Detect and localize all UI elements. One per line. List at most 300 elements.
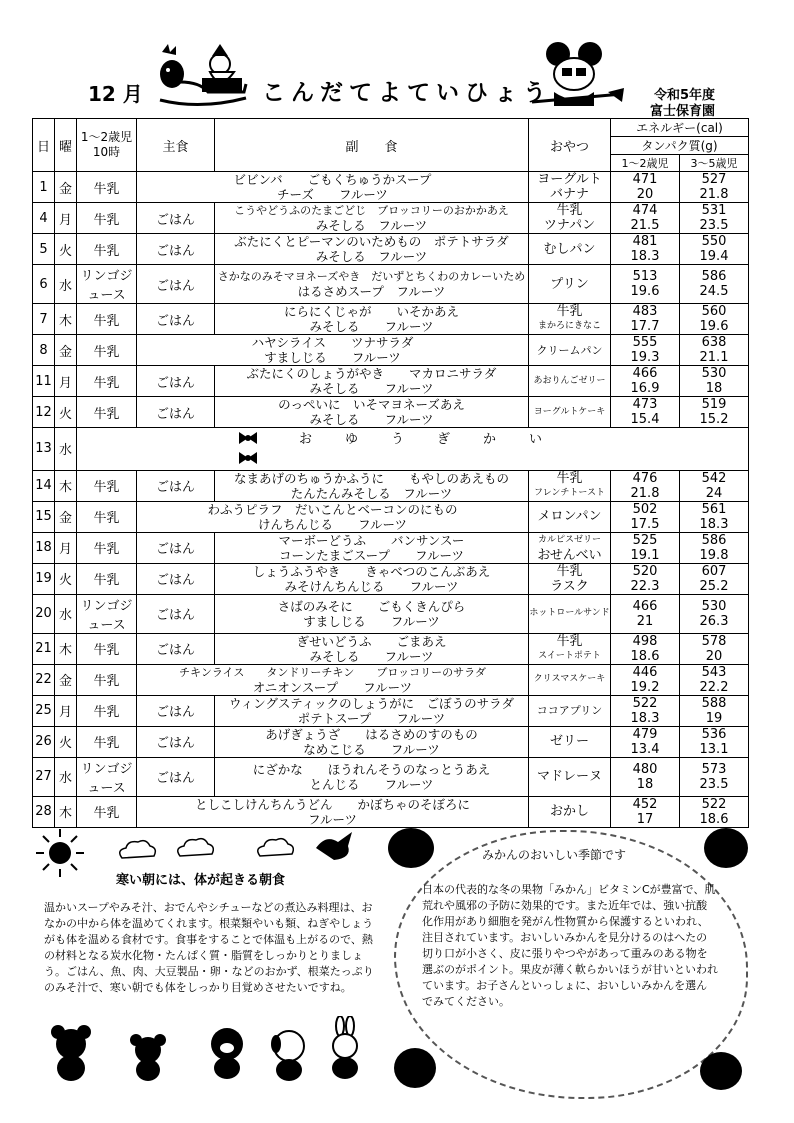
menu-row xyxy=(33,532,749,563)
staple-cell: ごはん xyxy=(137,366,215,397)
energy-value: 474 xyxy=(632,203,658,218)
weekday-cell: 月 xyxy=(55,695,77,726)
oyatsu-line: むしパン xyxy=(543,241,596,257)
nutrition-age12-cell xyxy=(611,234,680,265)
weekday-cell: 木 xyxy=(55,470,77,501)
sides-cell xyxy=(215,695,529,726)
breakfast-note-title: 寒い朝には、体が起きる朝食 xyxy=(116,873,286,888)
sides-cell xyxy=(215,397,529,428)
staple-cell: ごはん xyxy=(137,757,215,796)
oyatsu-line: 牛乳 xyxy=(556,470,583,486)
cloud-illustration xyxy=(172,836,218,862)
oyatsu-line: ヨーグルト xyxy=(537,172,602,187)
oyatsu-line: メロンパン xyxy=(537,509,602,524)
oyatsu-line: クリームパン xyxy=(536,343,603,357)
oyatsu-line: おせんべい xyxy=(537,547,602,563)
day-cell: 27 xyxy=(33,757,55,796)
oyatsu-cell xyxy=(529,633,611,664)
oyatsu-cell xyxy=(529,563,611,594)
side-dish-line: としこしけんちんうどん かぼちゃのそぼろに xyxy=(194,796,470,812)
nutrition-age12-cell xyxy=(611,265,680,304)
menu-row xyxy=(33,234,749,265)
side-dish-line: ポテトスープ フルーツ xyxy=(297,710,446,726)
energy-value: 607 xyxy=(701,563,727,579)
oyatsu-cell xyxy=(529,501,611,532)
nutrition-age12-cell xyxy=(611,757,680,796)
oyatsu-line: 牛乳 xyxy=(556,563,583,579)
menu-row xyxy=(33,265,749,304)
nutrition-age35-cell xyxy=(680,633,749,664)
day-cell: 18 xyxy=(33,532,55,563)
snack10-cell: リンゴジュース xyxy=(77,594,137,633)
festival-label: お ゆ う ぎ か い xyxy=(299,432,553,447)
energy-value: 483 xyxy=(632,304,658,319)
oyatsu-cell xyxy=(529,726,611,757)
energy-value: 578 xyxy=(701,633,727,649)
staple-cell: ごはん xyxy=(137,265,215,304)
oyatsu-line: おかし xyxy=(549,804,589,819)
side-dish-line: ぶたにくのしょうがやき マカロニサラダ xyxy=(246,366,497,381)
menu-row xyxy=(33,428,749,471)
energy-value: 588 xyxy=(701,695,727,711)
oyatsu-cell xyxy=(529,234,611,265)
sides-cell xyxy=(215,532,529,563)
nutrition-age35-cell xyxy=(680,726,749,757)
side-dish-line: みそしる フルーツ xyxy=(309,319,434,334)
nutrition-age35-cell xyxy=(680,664,749,695)
oyatsu-cell xyxy=(529,366,611,397)
protein-value: 23.5 xyxy=(699,218,729,233)
energy-value: 560 xyxy=(701,304,727,319)
nutrition-age12-cell xyxy=(611,501,680,532)
energy-value: 531 xyxy=(701,203,727,218)
sides-cell xyxy=(137,335,529,366)
day-cell: 4 xyxy=(33,203,55,234)
protein-value: 19.2 xyxy=(630,679,660,695)
protein-value: 23.5 xyxy=(699,776,729,792)
day-cell: 15 xyxy=(33,501,55,532)
bear-illustration xyxy=(46,1022,96,1082)
staple-cell: ごはん xyxy=(137,203,215,234)
energy-value: 473 xyxy=(632,397,658,412)
oyatsu-line: スイートポテト xyxy=(538,650,601,661)
oyatsu-line: 牛乳 xyxy=(556,203,583,218)
side-dish-line: なまあげのちゅうかふうに もやしのあえもの xyxy=(233,470,509,486)
protein-value: 20 xyxy=(705,648,723,664)
menu-row xyxy=(33,335,749,366)
protein-value: 19.3 xyxy=(630,350,660,365)
protein-value: 21 xyxy=(636,613,654,629)
protein-value: 18 xyxy=(636,776,654,792)
protein-value: 18.3 xyxy=(699,516,729,532)
nutrition-age35-cell xyxy=(680,335,749,366)
day-cell: 7 xyxy=(33,304,55,335)
side-dish-line: にざかな ほうれんそうのなっとうあえ xyxy=(252,761,491,777)
energy-value: 480 xyxy=(632,761,658,777)
sides-cell xyxy=(215,633,529,664)
nutrition-age35-cell xyxy=(680,796,749,827)
side-dish-line: フルーツ xyxy=(307,811,357,827)
oyatsu-line: マドレーヌ xyxy=(536,769,602,784)
energy-value: 513 xyxy=(632,269,658,284)
col-staple: 主食 xyxy=(137,119,215,172)
oyatsu-cell xyxy=(529,203,611,234)
energy-value: 530 xyxy=(701,598,727,614)
col-protein: タンパク質(g) xyxy=(611,137,749,155)
side-dish-line: みそしる フルーツ xyxy=(309,381,434,396)
sides-cell xyxy=(215,304,529,335)
protein-value: 19.4 xyxy=(699,249,729,264)
oyatsu-cell xyxy=(529,796,611,827)
ribbon-icon xyxy=(237,450,259,470)
energy-value: 573 xyxy=(701,761,727,777)
weekday-cell: 水 xyxy=(55,265,77,304)
nutrition-age35-cell xyxy=(680,397,749,428)
oyatsu-cell xyxy=(529,265,611,304)
side-dish-line: コーンたまごスープ フルーツ xyxy=(278,547,464,563)
protein-value: 19.1 xyxy=(630,547,660,563)
nutrition-age35-cell xyxy=(680,695,749,726)
protein-value: 18.3 xyxy=(630,710,660,726)
side-dish-line: とんじる フルーツ xyxy=(309,776,434,792)
protein-value: 19.6 xyxy=(630,284,660,299)
staple-cell: ごはん xyxy=(137,633,215,664)
protein-value: 18.3 xyxy=(630,249,660,264)
oyatsu-line: 牛乳 xyxy=(556,633,583,649)
side-dish-line: みそしる フルーツ xyxy=(315,218,428,233)
energy-value: 638 xyxy=(701,335,727,350)
nutrition-age12-cell xyxy=(611,304,680,335)
sides-cell xyxy=(215,366,529,397)
menu-row xyxy=(33,563,749,594)
energy-value: 555 xyxy=(632,335,658,350)
side-dish-line: オニオンスープ フルーツ xyxy=(252,679,413,695)
protein-value: 15.2 xyxy=(699,412,729,427)
nutrition-age35-cell xyxy=(680,594,749,633)
mikan-note-body: 日本の代表的な冬の果物「みかん」ビタミンCが豊富で、肌荒れや風邪の予防に効果的です。また近年では、強い抗酸化作用があり細胞を発がん性物質から保護するといわれ、注目されています。おいしいみかんを見分けるのはへたの切り口が小さく、皮に張りやつやがあって重みのある物を選ぶのがポイント。果皮が薄く軟らかいほうが甘いといわれています。お子さんといっしょに、おいしいみかんを選んでみてください。 xyxy=(422,883,719,1008)
snack10-cell: 牛乳 xyxy=(77,366,137,397)
energy-value: 479 xyxy=(632,726,658,742)
side-dish-line: ウィングスティックのしょうがに ごぼうのサラダ xyxy=(228,695,514,711)
col-day: 日 xyxy=(33,119,55,172)
nutrition-age35-cell xyxy=(680,203,749,234)
snack10-cell: 牛乳 xyxy=(77,335,137,366)
energy-value: 586 xyxy=(701,269,727,284)
nutrition-age12-cell xyxy=(611,695,680,726)
side-dish-line: すましじる フルーツ xyxy=(264,350,401,365)
oyatsu-line: まかろにきなこ xyxy=(537,321,601,331)
energy-value: 498 xyxy=(632,633,658,649)
side-dish-line: たんたんみそしる フルーツ xyxy=(290,485,453,501)
sides-cell xyxy=(215,234,529,265)
oyatsu-line: フレンチトースト xyxy=(534,487,605,498)
col-energy: エネルギー(cal) xyxy=(611,119,749,137)
side-dish-line: みそしる フルーツ xyxy=(309,412,434,427)
energy-value: 522 xyxy=(701,796,727,812)
decor-blob xyxy=(700,1052,742,1090)
sides-cell xyxy=(215,265,529,304)
menu-row xyxy=(33,172,749,203)
snack10-cell: 牛乳 xyxy=(77,726,137,757)
side-dish-line: すましじる フルーツ xyxy=(303,613,440,629)
weekday-cell: 月 xyxy=(55,203,77,234)
weekday-cell: 水 xyxy=(55,428,77,471)
energy-value: 466 xyxy=(632,366,658,381)
oyatsu-cell xyxy=(529,397,611,428)
energy-value: 561 xyxy=(701,501,727,517)
weekday-cell: 金 xyxy=(55,501,77,532)
protein-value: 17.5 xyxy=(630,516,660,532)
oyatsu-cell xyxy=(529,695,611,726)
sides-cell xyxy=(215,757,529,796)
ribbon-icon xyxy=(237,430,259,450)
snack10-cell: 牛乳 xyxy=(77,501,137,532)
menu-row xyxy=(33,594,749,633)
nutrition-age35-cell xyxy=(680,501,749,532)
side-dish-line: チーズ フルーツ xyxy=(277,187,388,202)
menu-row xyxy=(33,726,749,757)
weekday-cell: 水 xyxy=(55,594,77,633)
staple-cell: ごはん xyxy=(137,594,215,633)
snack10-cell: 牛乳 xyxy=(77,470,137,501)
side-dish-line: にらにくじゃが いそかあえ xyxy=(283,304,459,319)
nutrition-age12-cell xyxy=(611,532,680,563)
energy-value: 446 xyxy=(632,664,658,680)
side-dish-line: さかなのみそマヨネーズやき だいずとちくわのカレーいため xyxy=(217,270,526,283)
weekday-cell: 火 xyxy=(55,397,77,428)
staple-cell: ごはん xyxy=(137,234,215,265)
sides-cell xyxy=(215,726,529,757)
nutrition-age35-cell xyxy=(680,563,749,594)
day-cell: 6 xyxy=(33,265,55,304)
snack10-cell: 牛乳 xyxy=(77,563,137,594)
weekday-cell: 火 xyxy=(55,234,77,265)
protein-value: 18.6 xyxy=(630,648,660,664)
day-cell: 21 xyxy=(33,633,55,664)
snack10-cell: 牛乳 xyxy=(77,532,137,563)
cloud-illustration xyxy=(114,838,160,864)
snack10-cell: 牛乳 xyxy=(77,234,137,265)
side-dish-line: なめこじる フルーツ xyxy=(303,741,440,757)
side-dish-line: みそけんちんじる フルーツ xyxy=(284,578,459,594)
weekday-cell: 木 xyxy=(55,633,77,664)
oyatsu-cell xyxy=(529,532,611,563)
energy-value: 586 xyxy=(701,532,727,548)
protein-value: 26.3 xyxy=(699,613,729,629)
staple-cell: ごはん xyxy=(137,726,215,757)
side-dish-line: さばのみそに ごもくきんぴら xyxy=(277,598,466,614)
staple-cell: ごはん xyxy=(137,470,215,501)
staple-cell: ごはん xyxy=(137,304,215,335)
sides-cell xyxy=(215,563,529,594)
oyatsu-line: カルピスゼリー xyxy=(537,534,601,545)
menu-body xyxy=(33,172,749,828)
bear-illustration xyxy=(126,1032,170,1082)
protein-value: 21.8 xyxy=(699,187,729,202)
oyatsu-line: バナナ xyxy=(549,187,589,202)
oyatsu-line: ヨーグルトケーキ xyxy=(533,406,606,417)
oyatsu-cell xyxy=(529,335,611,366)
protein-value: 19.6 xyxy=(699,319,729,334)
oyatsu-cell xyxy=(529,594,611,633)
weekday-cell: 木 xyxy=(55,796,77,827)
day-cell: 20 xyxy=(33,594,55,633)
energy-value: 536 xyxy=(701,726,727,742)
nutrition-age12-cell xyxy=(611,366,680,397)
snack10-cell: 牛乳 xyxy=(77,796,137,827)
staple-cell: ごはん xyxy=(137,532,215,563)
weekday-cell: 火 xyxy=(55,726,77,757)
nutrition-age12-cell xyxy=(611,172,680,203)
protein-value: 13.1 xyxy=(699,741,729,757)
energy-value: 520 xyxy=(632,563,658,579)
side-dish-line: けんちんじる フルーツ xyxy=(257,516,407,532)
sides-cell xyxy=(137,172,529,203)
santa-sleigh-illustration xyxy=(150,42,250,110)
day-cell: 22 xyxy=(33,664,55,695)
oyatsu-line: ゼリー xyxy=(549,734,589,749)
oyatsu-line: ホットロールサンド xyxy=(529,608,610,618)
dog-illustration xyxy=(266,1026,312,1082)
protein-value: 17.7 xyxy=(630,319,660,334)
weekday-cell: 水 xyxy=(55,757,77,796)
day-cell: 14 xyxy=(33,470,55,501)
side-dish-line: みそしる フルーツ xyxy=(309,648,434,664)
protein-value: 22.3 xyxy=(630,578,660,594)
oyatsu-line: クリスマスケーキ xyxy=(533,674,606,684)
mikan-note-title: みかんのおいしい季節です xyxy=(482,848,627,862)
protein-value: 21.1 xyxy=(699,350,729,365)
snack10-cell: リンゴジュース xyxy=(77,757,137,796)
day-cell: 5 xyxy=(33,234,55,265)
menu-row xyxy=(33,501,749,532)
nutrition-age35-cell xyxy=(680,366,749,397)
rabbit-illustration xyxy=(322,1016,368,1080)
col-weekday: 曜 xyxy=(55,119,77,172)
side-dish-line: わふうピラフ だいこんとベーコンのにもの xyxy=(207,501,458,517)
col-age12: 1～2歳児 xyxy=(611,155,680,172)
side-dish-line: しょうふうやき きゃべつのこんぶあえ xyxy=(252,563,491,579)
oyatsu-line: ココアプリン xyxy=(536,704,603,717)
protein-value: 15.4 xyxy=(630,412,660,427)
weekday-cell: 火 xyxy=(55,563,77,594)
menu-row xyxy=(33,203,749,234)
oyatsu-line: ツナパン xyxy=(543,218,596,233)
oyatsu-cell xyxy=(529,304,611,335)
col-age35: 3～5歳児 xyxy=(680,155,749,172)
side-dish-line: ぶたにくとピーマンのいためもの ポテトサラダ xyxy=(234,234,509,249)
energy-value: 476 xyxy=(632,470,658,486)
protein-value: 13.4 xyxy=(630,741,660,757)
decor-blob xyxy=(704,828,748,868)
breakfast-note-body: 温かいスープやみそ汁、おでんやシチューなどの煮込み料理は、おなかの中から体を温めてくれます。根菜類やいも類、ねぎやしょうがも体を温める食材です。食事をすることで体温も上がるので、熱の材料となる炭水化物・たんぱく質・脂質をしっかりとりましょう。ごはん、魚、肉、大豆製品・卵・などのおかず、根菜たっぷりのみそ汁で、寒い朝でも体をしっかり目覚めさせたいですね。 xyxy=(44,901,374,994)
nutrition-age12-cell xyxy=(611,563,680,594)
energy-value: 452 xyxy=(632,796,658,812)
energy-value: 519 xyxy=(701,397,727,412)
weekday-cell: 金 xyxy=(55,664,77,695)
snack10-cell: 牛乳 xyxy=(77,695,137,726)
protein-value: 25.2 xyxy=(699,578,729,594)
day-cell: 26 xyxy=(33,726,55,757)
col-sides: 副 食 xyxy=(215,119,529,172)
menu-row xyxy=(33,633,749,664)
nutrition-age35-cell xyxy=(680,304,749,335)
energy-value: 522 xyxy=(632,695,658,711)
weekday-cell: 金 xyxy=(55,335,77,366)
nutrition-age35-cell xyxy=(680,234,749,265)
day-cell: 8 xyxy=(33,335,55,366)
staple-cell: ごはん xyxy=(137,695,215,726)
nutrition-age12-cell xyxy=(611,335,680,366)
energy-value: 530 xyxy=(701,366,727,381)
side-dish-line: あげぎょうざ はるさめのすのもの xyxy=(265,726,478,742)
energy-value: 525 xyxy=(632,532,658,548)
energy-value: 471 xyxy=(632,172,658,187)
snack10-cell: 牛乳 xyxy=(77,664,137,695)
snack10-cell: 牛乳 xyxy=(77,633,137,664)
mouse-on-broom-illustration xyxy=(528,40,628,112)
snack10-cell: 牛乳 xyxy=(77,304,137,335)
menu-row xyxy=(33,757,749,796)
sun-illustration xyxy=(30,825,96,881)
fiscal-year: 令和5年度 xyxy=(654,88,716,103)
protein-value: 21.5 xyxy=(630,218,660,233)
oyatsu-cell xyxy=(529,664,611,695)
protein-value: 16.9 xyxy=(630,381,660,396)
cloud-illustration xyxy=(252,836,298,862)
bird-illustration xyxy=(312,830,358,864)
protein-value: 19.8 xyxy=(699,547,729,563)
sides-cell xyxy=(137,501,529,532)
festival-cell xyxy=(77,428,749,471)
nutrition-age35-cell xyxy=(680,532,749,563)
protein-value: 24.5 xyxy=(699,284,729,299)
menu-row xyxy=(33,695,749,726)
oyatsu-line: ラスク xyxy=(550,578,589,594)
weekday-cell: 月 xyxy=(55,532,77,563)
protein-value: 20 xyxy=(636,187,654,202)
sides-cell xyxy=(215,470,529,501)
school-name: 富士保育園 xyxy=(650,104,716,119)
energy-value: 527 xyxy=(701,172,727,187)
day-cell: 1 xyxy=(33,172,55,203)
col-oyatsu: おやつ xyxy=(529,119,611,172)
sides-cell xyxy=(215,594,529,633)
staple-cell: ごはん xyxy=(137,397,215,428)
protein-value: 22.2 xyxy=(699,679,729,695)
side-dish-line: ハヤシライス ツナサラダ xyxy=(251,335,414,350)
nutrition-age12-cell xyxy=(611,594,680,633)
side-dish-line: のっぺいに いそマヨネーズあえ xyxy=(278,397,465,412)
col-snack10: 1～2歳児 10時 xyxy=(77,119,137,172)
nutrition-age12-cell xyxy=(611,726,680,757)
sides-cell xyxy=(137,664,529,695)
energy-value: 543 xyxy=(701,664,727,680)
day-cell: 28 xyxy=(33,796,55,827)
pig-illustration xyxy=(204,1024,250,1080)
energy-value: 502 xyxy=(632,501,658,517)
energy-value: 466 xyxy=(632,598,658,614)
protein-value: 17 xyxy=(636,811,654,827)
snack10-cell: 牛乳 xyxy=(77,172,137,203)
menu-table xyxy=(32,118,749,828)
energy-value: 550 xyxy=(701,234,727,249)
protein-value: 18.6 xyxy=(699,811,729,827)
menu-row xyxy=(33,470,749,501)
snack10-cell: 牛乳 xyxy=(77,203,137,234)
menu-row xyxy=(33,664,749,695)
day-cell: 19 xyxy=(33,563,55,594)
